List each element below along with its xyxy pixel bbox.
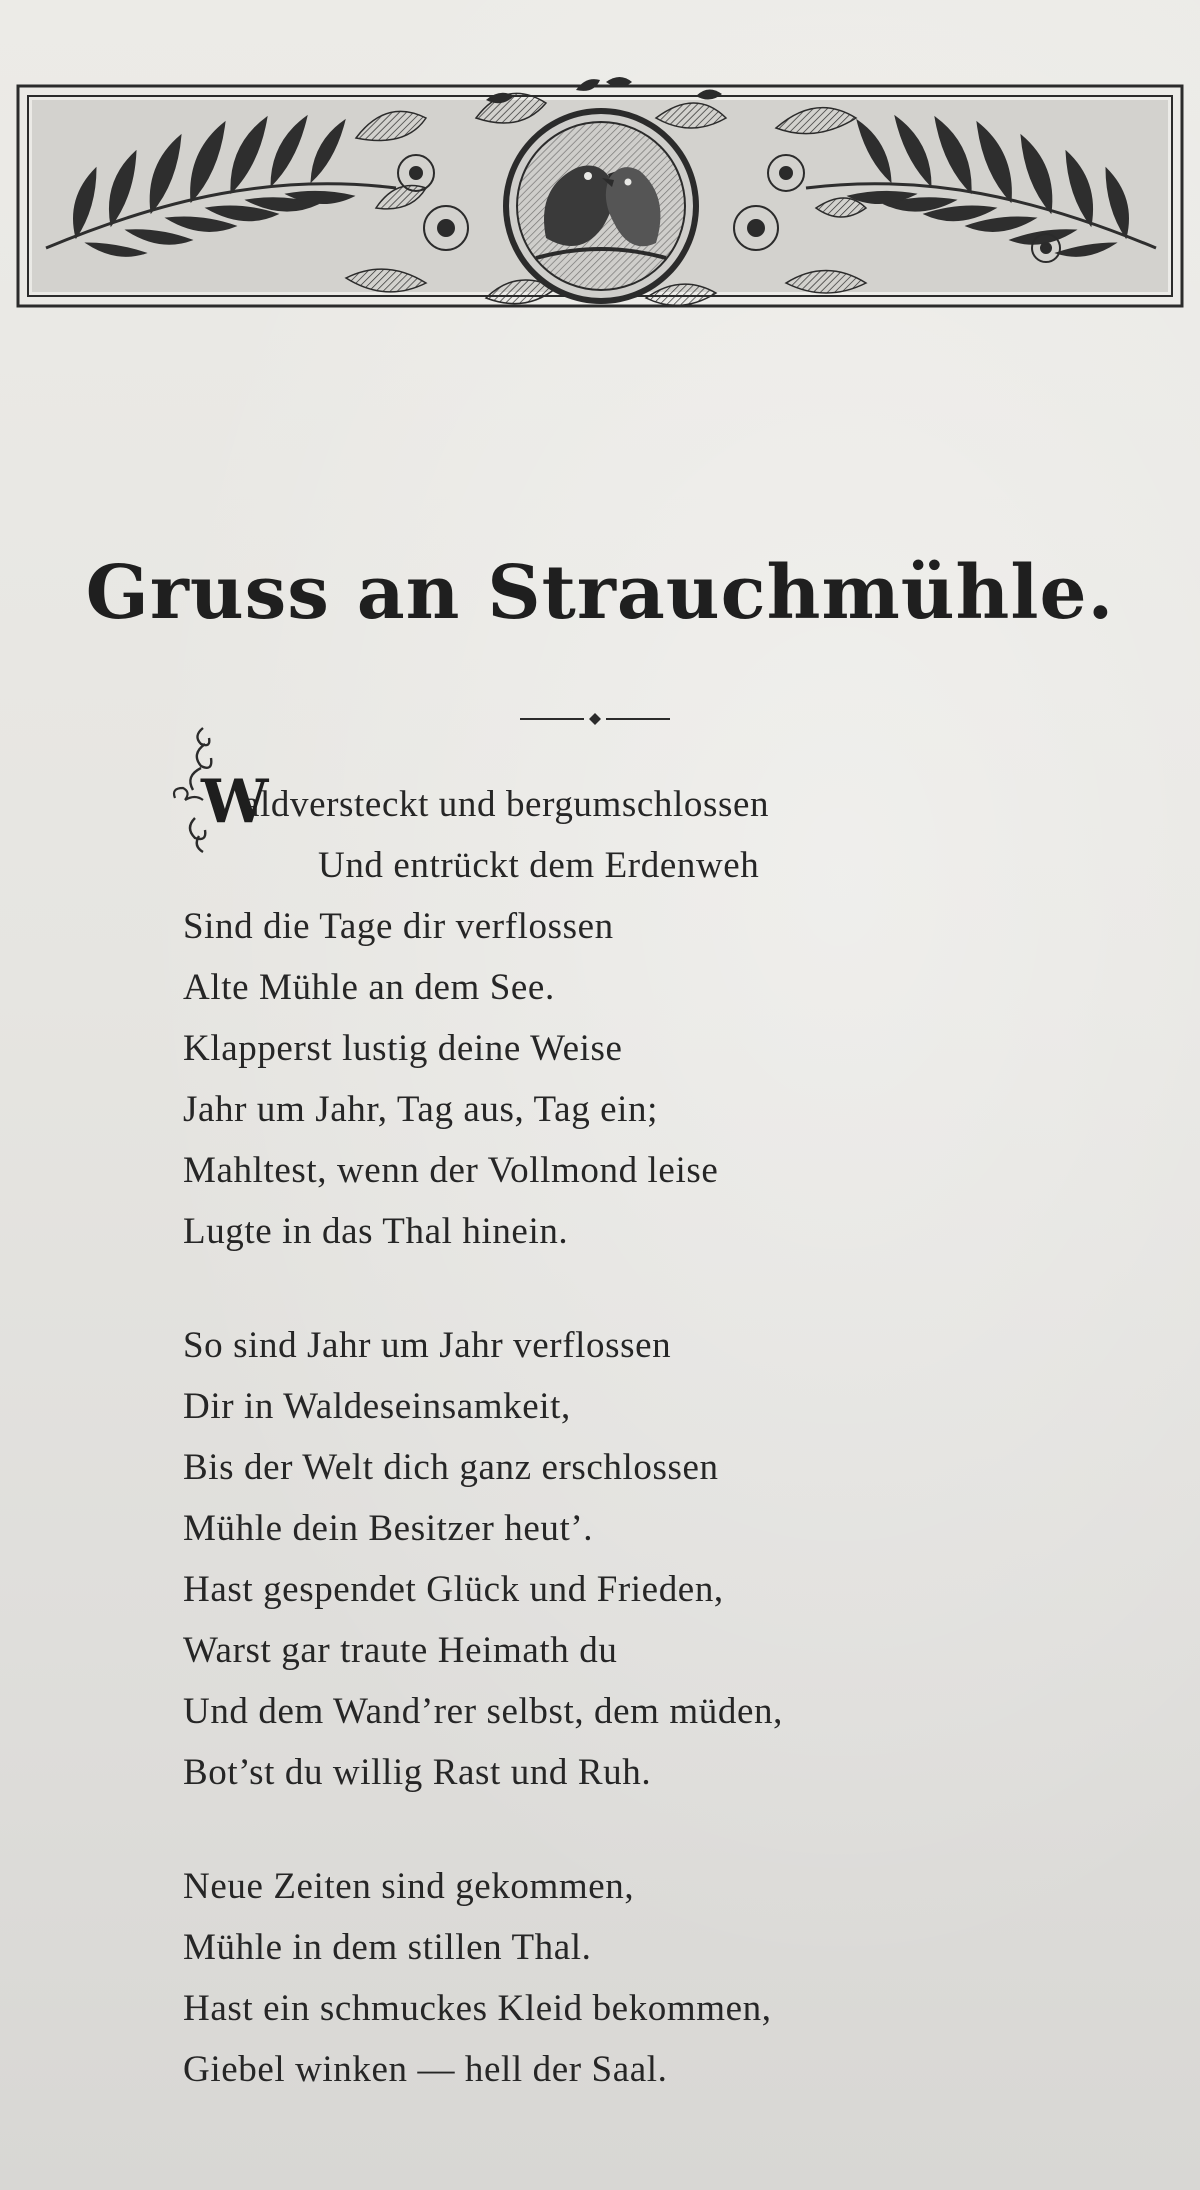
- poem-line: So sind Jahr um Jahr verflossen: [183, 1325, 672, 1366]
- poem-line: Hast gespendet Glück und Frieden,: [183, 1569, 724, 1610]
- poem-line: Neue Zeiten sind gekommen,: [183, 1866, 635, 1907]
- poem-line: Jahr um Jahr, Tag aus, Tag ein;: [183, 1089, 659, 1130]
- floral-border-icon: [16, 78, 1186, 312]
- drop-cap: [171, 718, 283, 858]
- poem-line: Mühle dein Besitzer heut’.: [183, 1508, 594, 1549]
- first-line-text: aldversteckt und bergumschlossen: [243, 784, 770, 825]
- poem-line: [183, 767, 1063, 837]
- poem-line: Giebel winken — hell der Saal.: [183, 2049, 668, 2090]
- bird-vignette-icon: [503, 108, 699, 304]
- poem-title: Gruss an Strauchmühle.: [85, 550, 1115, 636]
- poem-line: Klapperst lustig deine Weise: [183, 1028, 623, 1069]
- stanza: [183, 1315, 1063, 1803]
- ornate-initial-icon: [171, 718, 283, 858]
- poem-line: Hast ein schmuckes Kleid bekommen,: [183, 1988, 772, 2029]
- poem-line: Lugte in das Thal hinein.: [183, 1211, 569, 1252]
- poem-line: Bis der Welt dich ganz erschlossen: [183, 1447, 719, 1488]
- title-divider: [520, 712, 670, 724]
- stanza: [183, 767, 1063, 1262]
- poem-body: [183, 767, 1063, 2153]
- poem-line: Warst gar traute Heimath du: [183, 1630, 618, 1671]
- ornamental-header: [16, 78, 1186, 312]
- drop-cap-letter: W: [201, 767, 269, 837]
- poem-line: Und entrückt dem Erdenweh: [318, 845, 760, 886]
- poem-line: Mahltest, wenn der Vollmond leise: [183, 1150, 719, 1191]
- poem-line: Dir in Waldeseinsamkeit,: [183, 1386, 571, 1427]
- poem-line: Und dem Wand’rer selbst, dem müden,: [183, 1691, 783, 1732]
- poem-line: Sind die Tage dir verflossen: [183, 906, 614, 947]
- poem-line: Mühle in dem stillen Thal.: [183, 1927, 592, 1968]
- stanza: [183, 1856, 1063, 2100]
- poem-line: Alte Mühle an dem See.: [183, 967, 555, 1008]
- poem-line: Bot’st du willig Rast und Ruh.: [183, 1752, 652, 1793]
- diamond-divider-icon: [520, 713, 670, 725]
